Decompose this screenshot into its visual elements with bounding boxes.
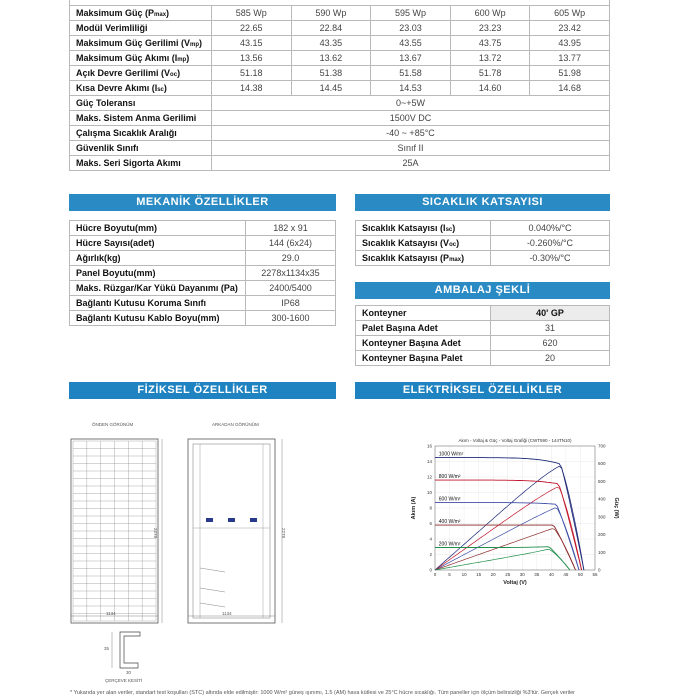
row-label: Güvenlik Sınıfı [70,140,212,155]
y2-tick-label: 400 [598,496,606,502]
cell-value: -0.260%/°C [491,236,610,251]
cell-value: 14.68 [530,80,610,95]
front-view-label: ÖNDEN GÖRÜNÜM [92,422,134,427]
x-tick-label: 10 [461,572,467,577]
table-row [70,125,610,140]
cell-value: 14.60 [450,80,530,95]
cell-value: 595 Wp [371,5,451,20]
cell-value: 2400/5400 [246,281,336,296]
cell-value: 22.65 [212,20,292,35]
table-row [70,296,336,311]
x-tick-label: 55 [592,572,598,577]
cell-value: 23.42 [530,20,610,35]
cell-value: 13.56 [212,50,292,65]
row-label: Konteyner Başına Adet [356,336,491,351]
y2-tick-label: 200 [598,532,606,538]
row-label: Hücre Boyutu(mm) [70,221,246,236]
table-row [70,80,610,95]
row-label: Maks. Rüzgar/Kar Yükü Dayanımı (Pa) [70,281,246,296]
cell-value: 605 Wp [530,5,610,20]
y2-tick-label: 100 [598,549,606,555]
table-row [70,95,610,110]
frame-width-dim: 30 [126,670,132,675]
x-tick-label: 30 [519,572,525,577]
cell-value: 585 Wp [212,5,292,20]
row-label: Maksimum Güç Akımı (Imp) [70,50,212,65]
x-axis-label: Voltaj (V) [503,580,527,586]
table-row [70,140,610,155]
y-tick-label: 14 [426,459,432,464]
table-row [356,321,610,336]
table-row [70,266,336,281]
table-row [356,336,610,351]
back-height-dim: 2278 [281,528,286,539]
cell-value: 43.55 [371,35,451,50]
mechanical-table [69,220,336,326]
cell-value: -40 ~ +85°C [212,125,610,140]
cell-value: 300-1600 [246,311,336,326]
cell-value: 1500V DC [212,110,610,125]
cell-value: 600 Wp [450,5,530,20]
table-row [356,251,610,266]
table-row [70,65,610,80]
y-axis-label: Akım (A) [411,496,417,520]
table-row [70,5,610,20]
table-row [356,221,610,236]
panel-drawing [60,418,345,680]
row-label: Maksimum Güç Gerilimi (Vmp) [70,35,212,50]
table-row [70,221,336,236]
back-width-dim: 1134 [222,611,232,616]
x-tick-label: 20 [490,572,496,577]
cell-value: -0.30%/°C [491,251,610,266]
cell-value: 25A [212,155,610,170]
series-label: 200 W/m² [438,541,461,548]
row-label: Maks. Seri Sigorta Akımı [70,155,212,170]
pv-curve [435,529,576,570]
y2-tick-label: 600 [598,461,606,467]
packaging-table [355,305,610,366]
cell-value: 14.53 [371,80,451,95]
packaging-header: AMBALAJ ŞEKLİ [355,282,610,299]
cell-value: 43.95 [530,35,610,50]
y-tick-label: 2 [429,552,432,557]
cell-value: 51.38 [291,65,371,80]
cell-value: 13.77 [530,50,610,65]
row-label: Bağlantı Kutusu Kablo Boyu(mm) [70,311,246,326]
table-row [356,236,610,251]
cell-value: IP68 [246,296,336,311]
row-label: Konteyner [356,306,491,321]
series-label: 600 W/m² [438,496,461,503]
row-label: Panel Boyutu(mm) [70,266,246,281]
series-label: 400 W/m² [438,519,461,526]
x-tick-label: 50 [577,572,583,577]
x-tick-label: 45 [563,572,569,577]
table-row [70,236,336,251]
table-row [356,351,610,366]
cell-value: 23.23 [450,20,530,35]
row-label: Sıcaklık Katsayısı (Pmax) [356,251,491,266]
cell-value: 14.45 [291,80,371,95]
y2-tick-label: 0 [598,567,601,573]
row-label: Açık Devre Gerilimi (Voc) [70,65,212,80]
frame-section-label: ÇERÇEVE KESİTİ [105,678,143,683]
cell-value: 2278x1134x35 [246,266,336,281]
temperature-table [355,220,610,266]
junction-box-2 [228,518,235,522]
row-label: Bağlantı Kutusu Koruma Sınıfı [70,296,246,311]
row-label: Maks. Sistem Anma Gerilimi [70,110,212,125]
table-row [70,20,610,35]
cell-value: 620 [491,336,610,351]
y-tick-label: 8 [429,505,432,511]
cell-value: 23.03 [371,20,451,35]
cell-value: 43.15 [212,35,292,50]
iv-curve [435,503,579,570]
table-row [356,306,610,321]
iv-curve-chart [407,434,619,586]
cell-value: Sınıf II [212,140,610,155]
cell-value: 590 Wp [291,5,371,20]
row-label: Hücre Sayısı(adet) [70,236,246,251]
y-tick-label: 10 [426,490,432,495]
y-tick-label: 12 [426,474,432,480]
chart-title: Akım - Voltaj & Güç - Voltaj Grafiği (CWT590 - 144TN10) [458,438,572,443]
row-label: Maksimum Güç (Pmax) [70,5,212,20]
cell-value: 0.040%/°C [491,221,610,236]
cell-value: 43.35 [291,35,371,50]
x-tick-label: 35 [534,572,540,577]
physical-header: FİZİKSEL ÖZELLİKLER [69,382,336,399]
y-tick-label: 4 [429,536,432,542]
footnote: * Yukarıda yer alan veriler, standart test koşulları (STC) altında elde edilmiştir: 1000 W/m² güneş ışınımı, 1.5 (AM) hava kütlesi ve 25°C hücre sıcaklığı. Tüm paneller için ölçüm belirsizliği %3'tür. Gerçek veriler [70,690,575,696]
back-view-label: ARKADAN GÖRÜNÜM [212,422,259,427]
cell-value: 13.67 [371,50,451,65]
y2-tick-label: 300 [598,514,606,520]
y-tick-label: 16 [426,443,432,449]
temperature-header: SICAKLIK KATSAYISI [355,194,610,211]
y2-axis-label: Güç (W) [613,497,619,519]
x-tick-label: 25 [505,572,511,577]
cell-value: 51.78 [450,65,530,80]
physical-drawings [60,418,345,683]
row-label: Modül Verimliliği [70,20,212,35]
cell-value: 13.62 [291,50,371,65]
y2-tick-label: 500 [598,478,606,484]
cell-value: 40' GP [491,306,610,321]
cell-value: 20 [491,351,610,366]
y-tick-label: 6 [429,521,432,526]
x-tick-label: 15 [476,572,482,577]
row-label: Ağırlık(kg) [70,251,246,266]
cell-value: 31 [491,321,610,336]
frame-section-outline [120,632,140,668]
electrical-spec-table [69,0,610,171]
back-panel-frame [188,439,275,623]
x-tick-label: 40 [548,572,554,577]
table-row [70,281,336,296]
y2-tick-label: 700 [598,443,606,449]
cell-value: 22.84 [291,20,371,35]
row-label: Sıcaklık Katsayısı (Voc) [356,236,491,251]
row-label: Kısa Devre Akımı (Isc) [70,80,212,95]
row-label: Palet Başına Adet [356,321,491,336]
y-tick-label: 0 [429,567,432,573]
x-tick-label: 5 [448,572,451,577]
frame-height-dim: 35 [104,646,110,651]
mechanical-header: MEKANİK ÖZELLİKLER [69,194,336,211]
row-label: Sıcaklık Katsayısı (Isc) [356,221,491,236]
x-tick-label: 0 [433,572,437,577]
cell-value: 51.18 [212,65,292,80]
table-row [70,50,610,65]
series-label: 800 W/m² [438,474,461,481]
junction-box-3 [250,518,257,522]
cell-value: 29.0 [246,251,336,266]
cell-value: 51.98 [530,65,610,80]
table-row [70,155,610,170]
table-row [70,110,610,125]
row-label: Konteyner Başına Palet [356,351,491,366]
cell-value: 43.75 [450,35,530,50]
cell-value: 182 x 91 [246,221,336,236]
row-label: Güç Toleransı [70,95,212,110]
series-label: 1000 W/m² [438,451,464,458]
table-row [70,311,336,326]
row-label: Çalışma Sıcaklık Aralığı [70,125,212,140]
table-row [70,35,610,50]
junction-box-1 [206,518,213,522]
cell-value: 14.38 [212,80,292,95]
cell-value: 13.72 [450,50,530,65]
cell-value: 144 (6x24) [246,236,336,251]
cell-value: 0~+5W [212,95,610,110]
table-row [70,251,336,266]
electrical-header: ELEKTRİKSEL ÖZELLİKLER [355,382,610,399]
front-width-dim: 1134 [106,611,116,616]
cell-value: 51.58 [371,65,451,80]
front-height-dim: 2278 [153,528,158,539]
